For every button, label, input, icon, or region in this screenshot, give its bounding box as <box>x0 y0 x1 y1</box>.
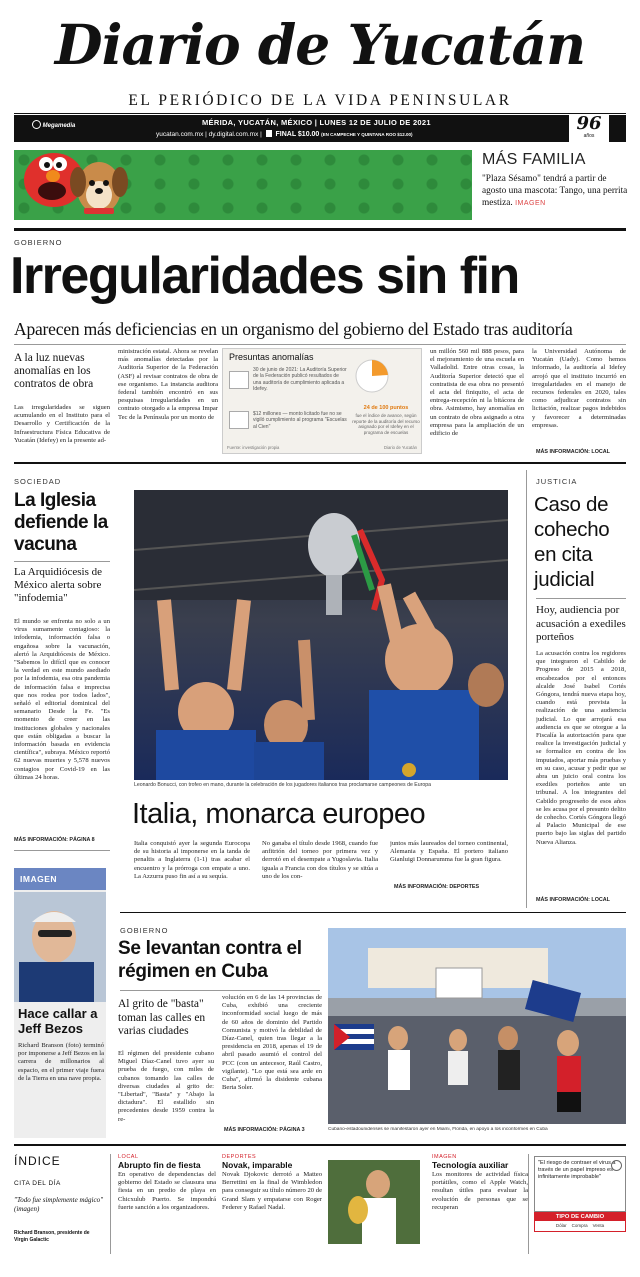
masthead-title: Diario de Yucatán <box>54 12 586 77</box>
imagen-box[interactable] <box>14 868 106 1138</box>
index-item-section: LOCAL <box>118 1154 139 1160</box>
building-icon <box>229 411 249 429</box>
italia-col1: Italia conquistó ayer la segunda Eurocopa de su historia al imponerse en la tanda de penaltis a Inglaterra (1-1) tras acabar el encuentro y la prórroga con empate a uno. La Azzurra puso fin así a su sequía. <box>134 840 250 880</box>
lead-col1: Las irregularidades se siguen acumulando en el Instituto para el Desarrollo y Certificación de la Infraestructura Física Educativa de Yucatán (Idefey) en la presente ad- <box>14 404 110 444</box>
italia-col3: juntos más laureados del torneo continental, Alemania y España. El portero italiano Gianluigi Donnarumma fue la gran figura. <box>390 840 508 864</box>
megamedia-label: Megamedia <box>42 123 76 129</box>
right-more-info[interactable]: MÁS INFORMACIÓN: LOCAL <box>536 897 610 903</box>
masthead-bar <box>14 115 626 142</box>
left-more-info[interactable]: MÁS INFORMACIÓN: PÁGINA 8 <box>14 837 95 843</box>
quote-author: Richard Branson, presidente de Virgin Galactic <box>14 1230 90 1243</box>
italia-caption: Leonardo Bonucci, con trofeo en mano, durante la celebración de los jugadores italianos tras proclamarse campeones de Europa <box>134 782 432 788</box>
anniversary-sub: años <box>583 133 595 139</box>
box-figure-text: fue el índice de avance, según reporte de la auditoría del recurso asignado por el Idefey en el programa de escuelas <box>352 413 420 435</box>
italia-col2: No ganaba el título desde 1968, cuando fue anfitrión del torneo por primera vez y derrotó en el desempate a Yugoslavia. Italia iguala a Francia con dos títulos y se sitúa a uno de los con- <box>262 840 378 880</box>
index-item-body: Los monitores de actividad física portátiles, como el Apple Watch, resultan útiles para evaluar la evolución de personas que se recuperan <box>432 1171 528 1211</box>
left-body: El mundo se enfrenta no solo a un virus sumamente contagioso: la infodemia, información falsa o engañosa sobre la vacunación, alertó la Arquidiócesis de México. "Sabemos lo difícil que es conocer la verdad en este mundo asediado por la infodemia, esa otra pandemia de información falsa e imprecisa que nos rodea por todos lados", señaló el editorial dominical del semanario Desde la Fe. "Es momento de creer en las instituciones globales y nacionales que están obligadas a buscar la información basada en evidencia científica", subraya. México reportó 62 nuevas muertes y 5,578 nuevos contagios por Covid-19 en las últimas 24 horas. <box>14 618 110 781</box>
dateline: MÉRIDA, YUCATÁN, MÉXICO | LUNES 12 DE JULIO DE 2021 <box>202 118 431 127</box>
index-item-headline: Novak, imparable <box>222 1160 293 1170</box>
index-item-body: Novak Djokovic derrotó a Matteo Berrettini en la final de Wimbledon para conseguir su título número 20 de Grand Slam y empatarse con Roger Federer y Rafael Nadal. <box>222 1171 322 1211</box>
imagen-body: Richard Branson (foto) terminó por imponerse a Jeff Bezos en la carrera de millonarios al espacio, en el primer viaje fuera de la Tierra en una nave propia. <box>18 1042 104 1082</box>
elmo-mouth <box>38 182 66 200</box>
right-body: La acusación contra los regidores que integraron el Cabildo de Progreso de 2015 a 2018, encabezados por el entonces alcalde José Isabel Cortés Góngora, tendrá nueva etapa hoy, cuando está prevista la realización de una audiencia judicial. Lo que arrojará esa audiencia es que se otorgue a la Fiscalía la autorización para que realice la investigación judicial y se formalice en contra de los imputados, aportar más pruebas y en su caso, acusar y pedir que se abra un juicio oral contra los exediles porteños ante un tribunal. A los integrantes del Cabildo progreseño de esos años se les acusa por el presunto delito de cohecho. Cortés Góngora llegó al Palacio Municipal de ese puerto bajo las siglas del partido Nueva Alianza. <box>536 650 626 846</box>
lead-more-info[interactable]: MÁS INFORMACIÓN: LOCAL <box>536 449 610 455</box>
right-section-label: JUSTICIA <box>536 477 578 486</box>
url-text[interactable]: yucatan.com.mx | dy.digital.com.mx | <box>156 131 262 138</box>
promo-tag: IMAGEN <box>515 200 546 207</box>
imagen-headline[interactable]: Hace callar a Jeff Bezos <box>18 1006 98 1036</box>
left-subhead: La Arquidiócesis de México alerta sobre "infodemia" <box>14 566 102 604</box>
ad-quote: "El riesgo de contraer el virus a través de un papel impreso es infinitamente improbable" <box>538 1160 616 1181</box>
italia-headline[interactable]: Italia, monarca europeo <box>132 798 426 830</box>
djokovic-photo[interactable] <box>328 1160 420 1244</box>
index-item-local[interactable] <box>118 1154 216 1254</box>
cuba-caption: Cubano-estadounidenses se manifestaron ayer en Miami, Florida, en apoyo a los inconformes en Cuba <box>328 1127 548 1132</box>
left-headline[interactable]: La Iglesia defiende la vacuna <box>14 490 108 555</box>
box-figure: 24 de 100 puntos <box>363 405 409 411</box>
cuba-col1: El régimen del presidente cubano Miguel Díaz-Canel tuvo ayer su prueba de fuego, con miles de cubanos tomando las calles de diversas ciudades al grito de: "Libertad", "Basta" y "Abajo la dictadura". El estallido sin precedentes desde 1959 contra la re- <box>118 1050 214 1123</box>
italia-more-info[interactable]: MÁS INFORMACIÓN: DEPORTES <box>394 884 480 890</box>
lead-col2: ministración estatal. Ahora se revelan más anomalías detectadas por la Auditoría Superior de la Federación (ASF) al revisar contratos de obra de ese organismo. La instancia auditora federal también encontró en sus pesquisas irregularidades en un contrato otorgado a la empresa Impar Tec de la Península por un monto de <box>118 348 218 421</box>
index-item-section: IMAGEN <box>432 1154 457 1160</box>
box-source: Fuente: investigación propia <box>227 445 280 450</box>
quote-label: CITA DEL DÍA <box>14 1180 61 1187</box>
anomalias-box <box>222 348 422 454</box>
side-ad[interactable] <box>534 1156 626 1212</box>
player-right <box>468 663 504 707</box>
index-item-section: DEPORTES <box>222 1154 257 1160</box>
index-item-imagen[interactable] <box>432 1154 528 1254</box>
promo-text: "Plaza Sésamo" tendrá a partir de agosto una mascota: Tango, una perrita mestiza. IMAGEN <box>482 174 628 208</box>
cuba-more-info[interactable]: MÁS INFORMACIÓN: PÁGINA 3 <box>224 1127 305 1133</box>
lead-col3: un millón 560 mil 888 pesos, para el mejoramiento de una escuela en Valladolid. Entre otras cosas, la Auditoría Superior detectó que el contratista de esa obra no presentó el acta del finiquito, el acta de entrega-recepción ni la bitácora de obra. Asimismo, hay anomalías en un contrato de obra asignado a otra empresa para la ampliación de un edificio de <box>430 348 524 438</box>
cuba-subhead: Al grito de "basta" toman las calles en varias ciudades <box>118 998 206 1037</box>
cuba-col2: volución en 6 de las 14 provincias de Cuba, exhibió una creciente inconformidad social luego de más de 60 años de dominio del Partido Comunista y motivó la debilidad de Díaz-Canel, quien tras llegar a la presidencia en 2018, apenas el 19 de abril pasado asumió el control del PCC (con un antecesor, Raúl Castro, vigilante). "Lo que está sea arde en Cuba", afirmó la disidente cubana Berta Soler. <box>222 994 322 1092</box>
document-icon <box>266 130 272 137</box>
protest-illustration <box>328 928 626 1124</box>
price-note: (EN CAMPECHE Y QUINTANA ROO $12.00) <box>321 132 413 137</box>
lead-col4: la Universidad Autónoma de Yucatán (Uady). Como hemos informado, la auditoría al Idefey arrojó que el instituto incurrió en irregularidades en el manejo de recursos federales en 2020, tales como adjudicar contratos sin licitación, realizar pagos indebidos y favorecer a determinadas empresas. <box>532 348 626 429</box>
promo-text-block[interactable] <box>482 150 628 220</box>
lead-headline[interactable]: Irregularidades sin fin <box>10 247 519 305</box>
box-item2: $12 millones — monto licitado fue no se vigiló cumplimiento al programa "Escuelas al Cien" <box>253 411 347 430</box>
box-credit: Diario de Yucatán <box>384 445 417 450</box>
cuba-headline[interactable]: Se levantan contra el régimen en Cuba <box>118 938 302 982</box>
elmo-nose <box>46 170 60 182</box>
index-item-body: En operativo de dependencias del gobierno del Estado se clausura una fiesta en un predio de playa en Chicxulub Puerto. Se impondrá fuerte sanción a los organizadores. <box>118 1171 216 1211</box>
lead-kicker: A la luz nuevas anomalías en los contratos de obra <box>14 352 94 390</box>
megamedia-badge <box>32 120 75 129</box>
exchange-rate-box[interactable] <box>534 1212 626 1232</box>
promo-banner[interactable] <box>14 150 472 220</box>
index-title: ÍNDICE <box>14 1154 61 1168</box>
index-item-headline: Abrupto fin de fiesta <box>118 1160 201 1170</box>
branson-photo <box>14 892 106 1002</box>
anniversary-badge <box>569 114 609 143</box>
exchange-title: TIPO DE CAMBIO <box>535 1213 625 1221</box>
box-item1: 30 de junio de 2021: La Auditoría Superior de la Federación publicó resultados de una auditoría de cumplimiento aplicada a Idefey. <box>253 367 347 393</box>
masthead-tagline: EL PERIÓDICO DE LA VIDA PENINSULAR <box>128 92 512 109</box>
index-item-headline: Tecnología auxiliar <box>432 1160 509 1170</box>
right-subhead: Hoy, audiencia por acusación a exediles porteños <box>536 604 626 643</box>
index-item-deportes[interactable] <box>222 1154 322 1254</box>
lead-section-label: GOBIERNO <box>14 238 63 247</box>
italia-photo[interactable] <box>134 490 508 780</box>
lead-deck: Aparecen más deficiencias en un organismo del gobierno del Estado tras auditoría <box>14 319 573 339</box>
masthead <box>0 0 640 145</box>
box-title: Presuntas anomalías <box>229 352 314 362</box>
left-section-label: SOCIEDAD <box>14 477 62 486</box>
exchange-sub: Dólar Compra Venta <box>555 1223 605 1228</box>
price: FINAL $10.00 <box>275 131 320 138</box>
cuba-photo[interactable] <box>328 928 626 1124</box>
quote-text: "Todo fue simplemente mágico" (imagen) <box>14 1196 104 1213</box>
progress-pie-slice <box>372 360 388 376</box>
imagen-label: IMAGEN <box>14 868 106 890</box>
elmo-tango-illustration <box>14 150 129 220</box>
calendar-icon <box>229 371 249 389</box>
url-line[interactable] <box>156 130 413 138</box>
globe-icon <box>611 1160 622 1171</box>
right-headline[interactable]: Caso de cohecho en cita judicial <box>534 493 610 591</box>
megamedia-icon <box>32 120 41 129</box>
anniversary-number: 96 <box>576 113 602 134</box>
promo-heading: MÁS FAMILIA <box>482 151 586 168</box>
trophy <box>308 513 360 577</box>
cuba-section-label: GOBIERNO <box>120 926 169 935</box>
progress-pie <box>355 359 389 393</box>
celebration-illustration <box>134 490 508 780</box>
